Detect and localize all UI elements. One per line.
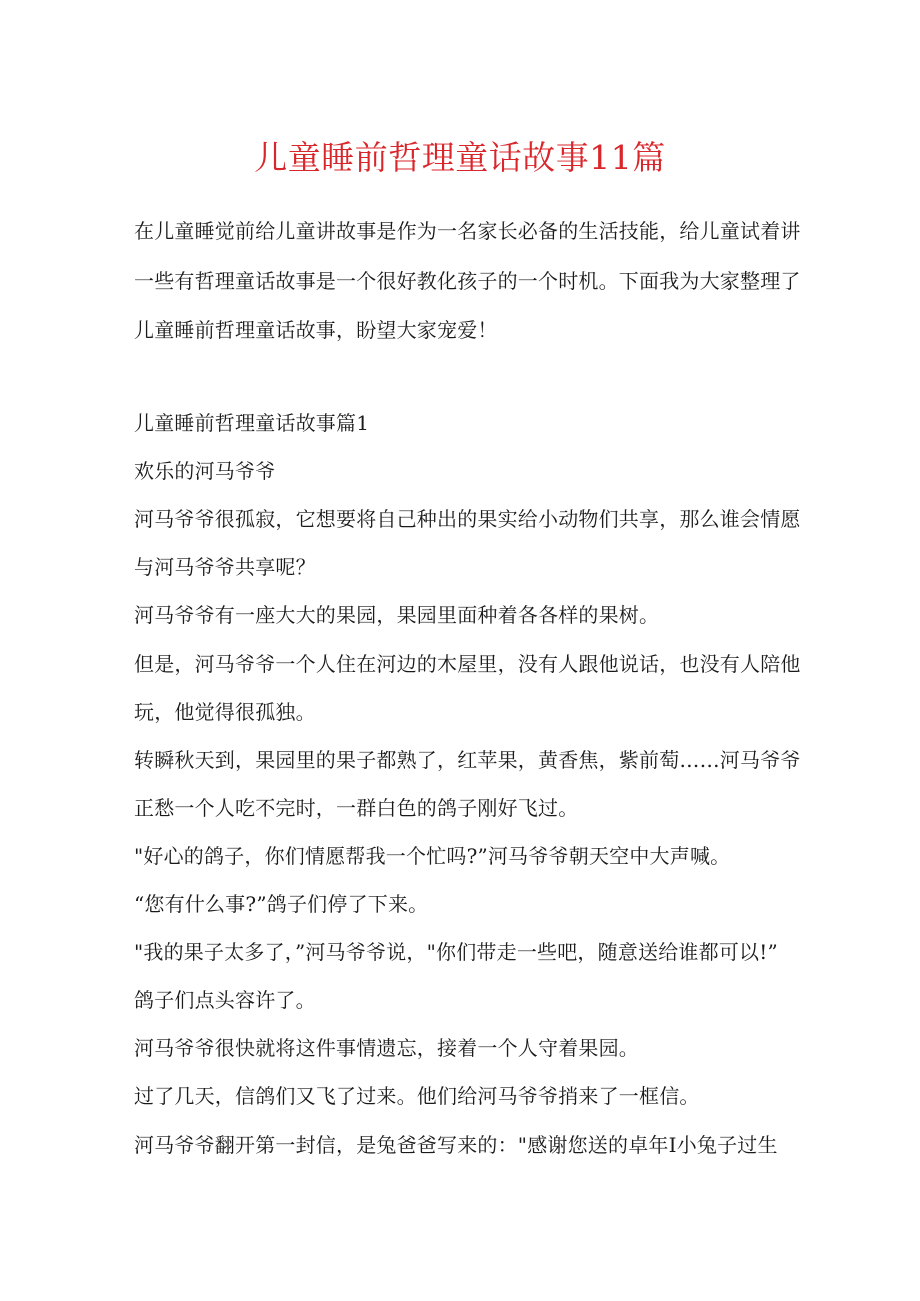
story-line: 河马爷爷有一座大大的果园，果园里面种着各各样的果树。 <box>134 603 660 627</box>
story-line: 与河马爷爷共享呢？ <box>134 555 316 579</box>
story-title: 欢乐的河马爷爷 <box>134 459 276 483</box>
intro-line: 一些有哲理童话故事是一个很好教化孩子的一个时机。下面我为大家整理了 <box>134 269 801 293</box>
story-line: 但是，河马爷爷一个人住在河边的木屋里，没有人跟他说话，也没有人陪他 <box>134 652 801 676</box>
story-line: 河马爷爷很快就将这件事情遗忘，接着一个人守着果园。 <box>134 1036 639 1060</box>
story-line: "我的果子太多了，”河马爷爷说，"你们带走一些吧，随意送给谁都可以!” <box>134 940 778 964</box>
story-line: 河马爷爷翻开第一封信，是兔爸爸写来的："感谢您送的卓年I小兔子过生 <box>134 1133 778 1157</box>
intro-line: 在儿童睡觉前给儿童讲故事是作为一名家长必备的生活技能，给儿童试着讲 <box>134 219 801 243</box>
story-line: 河马爷爷很孤寂，它想要将自己种出的果实给小动物们共享，那么谁会情愿 <box>134 507 801 531</box>
document-title: 儿童睡前哲理童话故事11篇 <box>254 138 666 177</box>
story-line: “您有什么事?”鸽子们停了下来。 <box>134 892 429 916</box>
story-line: 过了几天，信鸽们又飞了过来。他们给河马爷爷捎来了一框信。 <box>134 1084 700 1108</box>
story-line: "好心的鸽子，你们情愿帮我一个忙吗?”河马爷爷朝天空中大声喊。 <box>134 844 731 868</box>
story-line: 正愁一个人吃不完时，一群白色的鸽子刚好飞过。 <box>134 796 579 820</box>
intro-line: 儿童睡前哲理童话故事，盼望大家宠爱！ <box>134 318 498 342</box>
section-heading: 儿童睡前哲理童话故事篇1 <box>134 411 370 435</box>
story-line: 玩，他觉得很孤独。 <box>134 700 316 724</box>
story-line: 转瞬秋天到，果园里的果子都熟了，红苹果，黄香焦，紫前萄……河马爷爷 <box>134 748 801 772</box>
story-line: 鸽子们点头容许了。 <box>134 988 316 1012</box>
